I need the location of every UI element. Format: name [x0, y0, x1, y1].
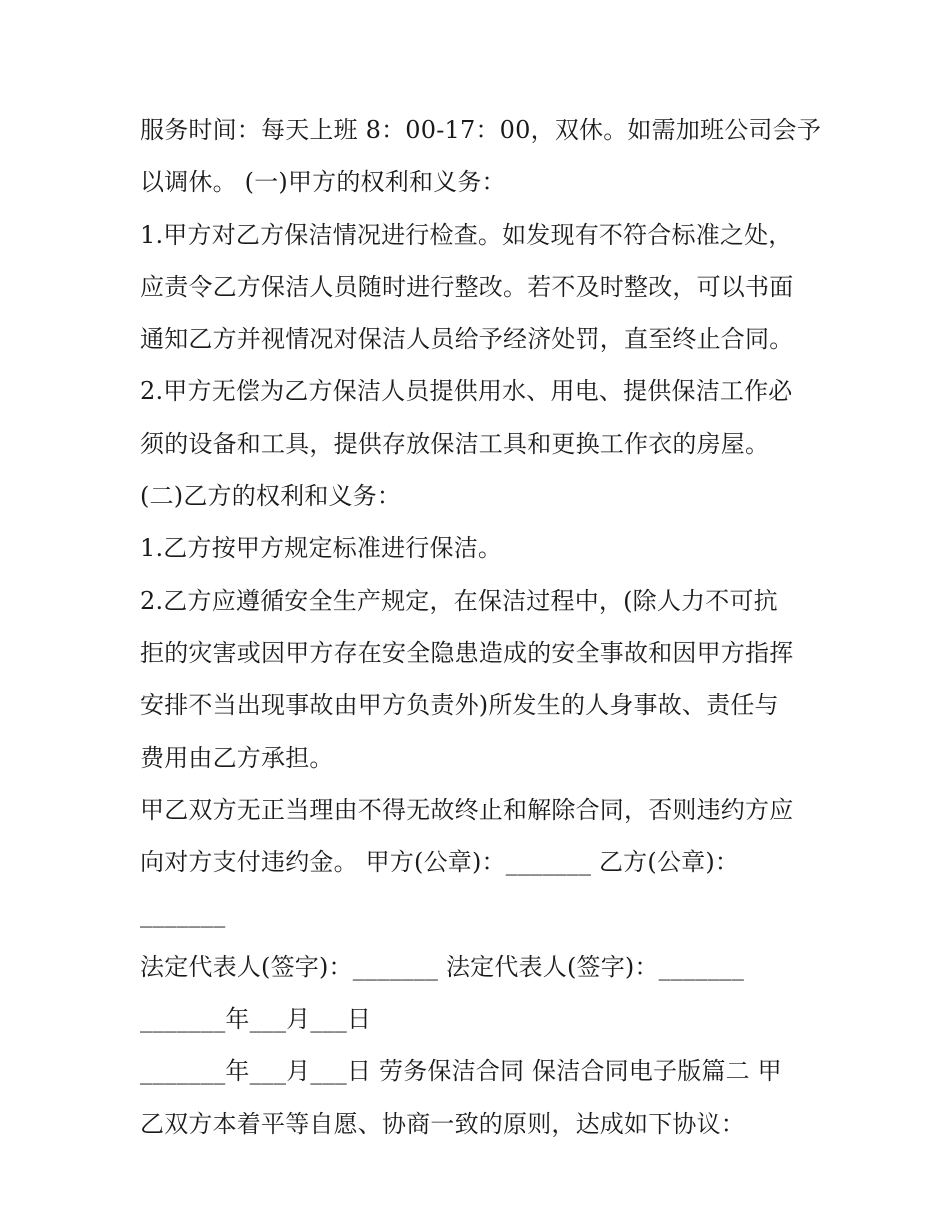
text-line: 2.甲方无偿为乙方保洁人员提供用水、用电、提供保洁工作必 [140, 377, 793, 406]
text-line: 须的设备和工具，提供存放保洁工具和更换工作衣的房屋。 [140, 429, 770, 458]
text-line: _______年___月___日 劳务保洁合同 保洁合同电子版篇二 甲 [140, 1057, 782, 1086]
text-line: 以调休。 (一)甲方的权利和义务： [140, 168, 506, 197]
text-line: 甲乙双方无正当理由不得无故终止和解除合同，否则违约方应 [140, 795, 794, 824]
text-line: (二)乙方的权利和义务： [140, 482, 402, 511]
text-line: 2.乙方应遵循安全生产规定，在保洁过程中，(除人力不可抗 [140, 586, 778, 615]
text-line: 拒的灾害或因甲方存在安全隐患造成的安全事故和因甲方指挥 [140, 638, 794, 667]
text-line: 1.甲方对乙方保洁情况进行检查。如发现有不符合标准之处， [140, 220, 793, 249]
text-line: 1.乙方按甲方规定标准进行保洁。 [140, 534, 503, 563]
text-line: 安排不当出现事故由甲方负责外)所发生的人身事故、责任与 [140, 691, 779, 720]
text-line: 向对方支付违约金。 甲方(公章)：_______ 乙方(公章)： [140, 848, 740, 877]
text-line: 乙双方本着平等自愿、协商一致的原则，达成如下协议： [140, 1109, 745, 1138]
text-line: 费用由乙方承担。 [140, 743, 334, 772]
text-line: 应责令乙方保洁人员随时进行整改。若不及时整改，可以书面 [140, 272, 794, 301]
contract-text [140, 110, 820, 1156]
text-line: _______年___月___日 [140, 1005, 372, 1034]
text-line: _______ [140, 900, 226, 929]
text-line: 通知乙方并视情况对保洁人员给予经济处罚，直至终止合同。 [140, 325, 794, 354]
text-line: 法定代表人(签字)：_______ 法定代表人(签字)：_______ [140, 952, 745, 981]
text-line: 服务时间：每天上班 8：00-17：00，双休。如需加班公司会予 [140, 116, 822, 144]
